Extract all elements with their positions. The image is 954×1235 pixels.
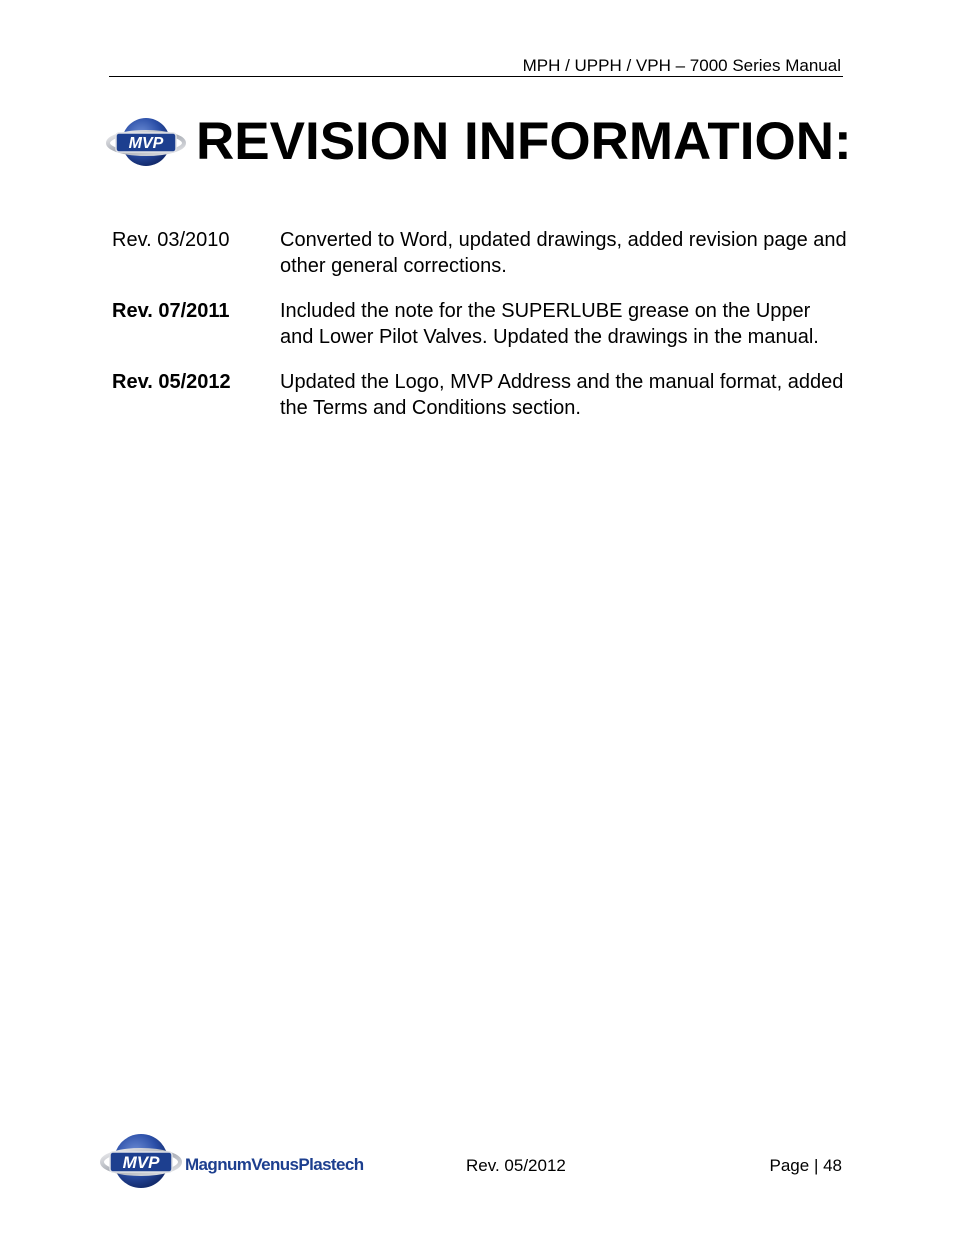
revision-description: Updated the Logo, MVP Address and the manual format, added the Terms and Conditions section. (280, 371, 844, 419)
mvp-globe-logo-icon (100, 1128, 182, 1194)
logo-lettering: MVP (128, 135, 164, 152)
title-row (106, 108, 852, 176)
running-header: MPH / UPPH / VPH – 7000 Series Manual (522, 56, 841, 75)
revision-label: Rev. 03/2010 (112, 229, 230, 251)
revision-entry (112, 369, 847, 421)
revision-entry (112, 227, 847, 279)
revision-label: Rev. 05/2012 (112, 371, 231, 393)
revision-entry (112, 298, 847, 350)
revision-description: Converted to Word, updated drawings, added revision page and other general corrections. (280, 229, 847, 277)
page-number: Page | 48 (769, 1156, 842, 1175)
mvp-globe-logo-icon (106, 112, 186, 172)
footer-logo-lettering: MVP (122, 1153, 160, 1172)
header-rule (109, 76, 843, 77)
revision-list (112, 227, 847, 440)
revision-label: Rev. 07/2011 (112, 300, 230, 322)
company-wordmark: MagnumVenusPlastech (185, 1155, 364, 1174)
page-title: REVISION INFORMATION: (196, 112, 852, 171)
revision-description: Included the note for the SUPERLUBE grease on the Upper and Lower Pilot Valves. Updated the drawings in the manual. (280, 300, 819, 348)
page-footer (100, 1128, 845, 1198)
footer-revision: Rev. 05/2012 (466, 1156, 566, 1175)
